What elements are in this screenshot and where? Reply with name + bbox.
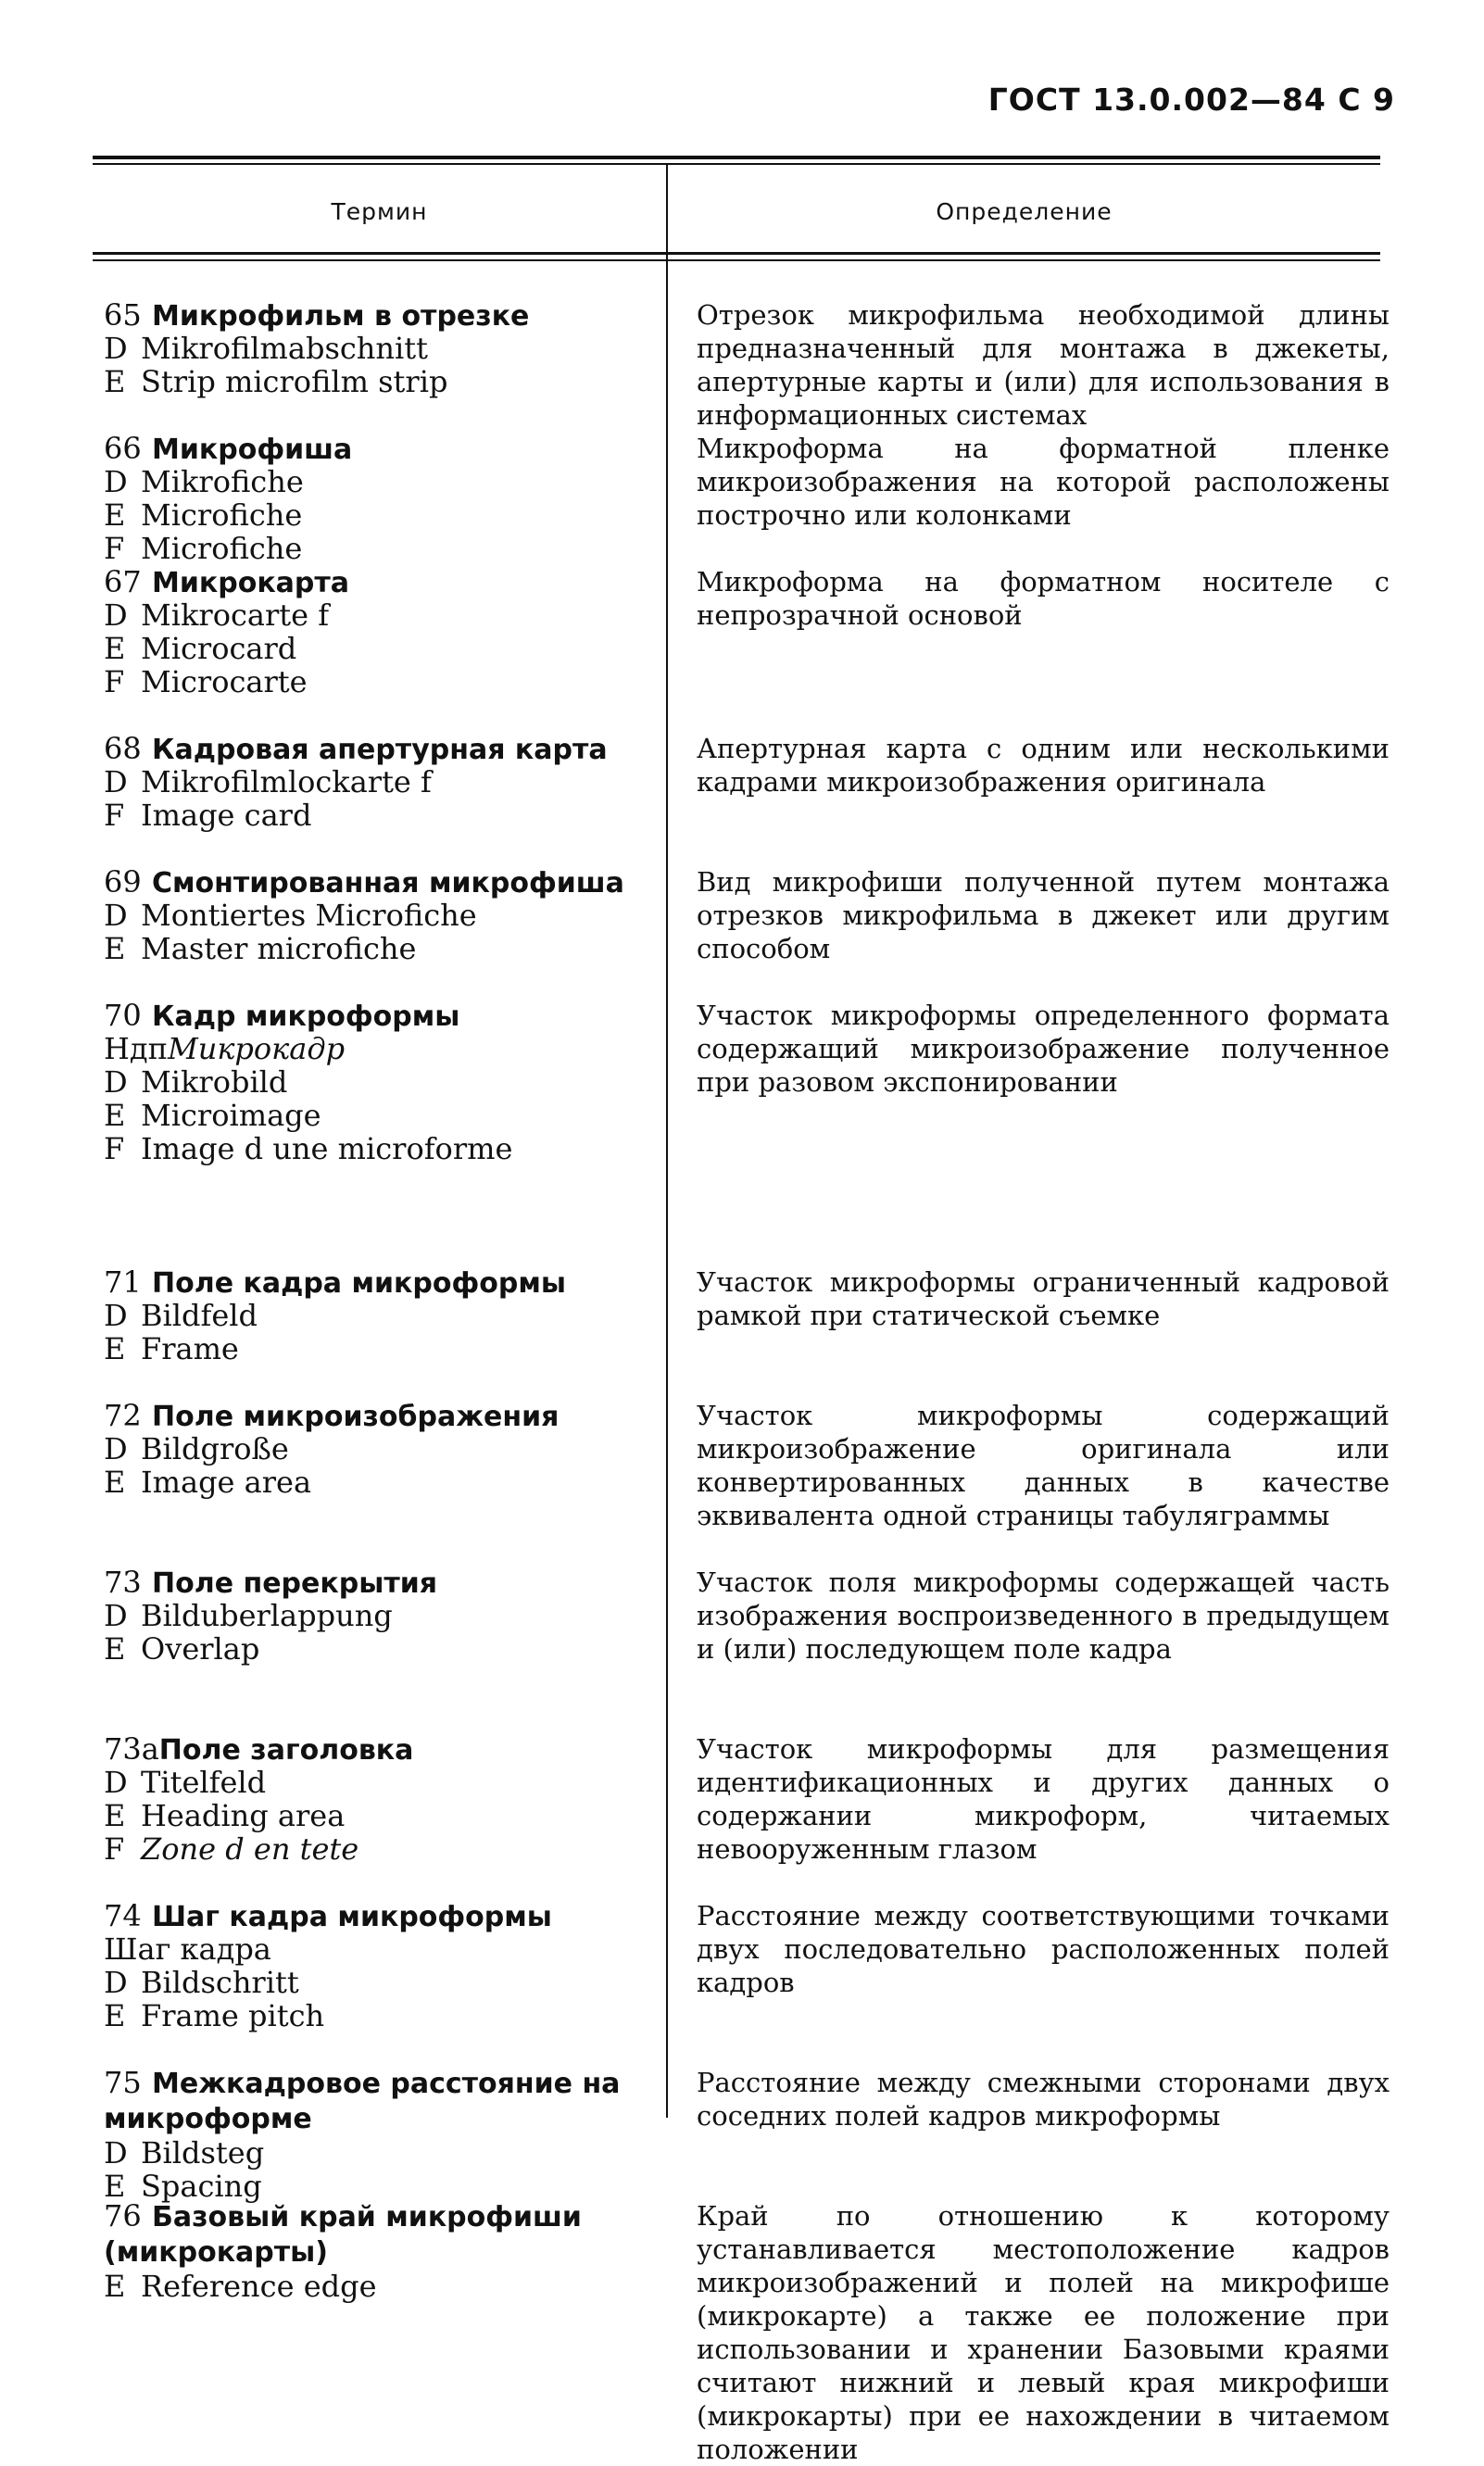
- term-heading: [104, 2199, 660, 2270]
- foreign-term: Microfiche: [141, 497, 303, 533]
- definition-text: Участок микроформы определенного формата содержащий микроизображение полученное при разовом экспонировании: [697, 1000, 1390, 1098]
- foreign-term: Mikrofiche: [141, 464, 304, 499]
- term-number: 75: [104, 2065, 142, 2100]
- term-heading: [104, 565, 660, 598]
- column-divider: [666, 163, 668, 2118]
- foreign-equivalent: [104, 632, 660, 665]
- language-code: F: [104, 531, 125, 566]
- language-code: E: [104, 1798, 126, 1833]
- foreign-equivalent: [104, 799, 660, 832]
- synonym-prefix: Ндп: [104, 1031, 168, 1066]
- foreign-term: Microcarte: [141, 664, 308, 699]
- foreign-equivalent: [104, 1799, 660, 1832]
- language-code: D: [104, 1064, 128, 1100]
- language-code: E: [104, 364, 126, 399]
- term-entry: [104, 1732, 660, 1866]
- language-code: F: [104, 664, 125, 699]
- term-number: 73: [104, 1565, 142, 1600]
- foreign-term: Strip microfilm strip: [141, 364, 448, 399]
- term-heading: [104, 432, 660, 465]
- foreign-equivalent: [104, 1766, 660, 1799]
- term-heading: [104, 2066, 660, 2136]
- term-title: Кадровая апертурная карта: [152, 734, 608, 766]
- term-number: 69: [104, 864, 142, 900]
- language-code: E: [104, 631, 126, 666]
- term-number: 76: [104, 2198, 142, 2233]
- foreign-term: Bildsteg: [141, 2135, 265, 2170]
- foreign-equivalent: [104, 2136, 660, 2170]
- foreign-term: Microcard: [141, 631, 297, 666]
- language-code: E: [104, 1098, 126, 1133]
- foreign-equivalent: [104, 1999, 660, 2032]
- foreign-equivalent: [104, 2270, 660, 2303]
- term-number: 65: [104, 297, 142, 333]
- definition-text: Расстояние между соответствующими точками двух последовательно расположенных полей кадров: [697, 1900, 1390, 1998]
- language-code: D: [104, 898, 128, 933]
- foreign-equivalent: [104, 1832, 660, 1866]
- term-heading: [104, 1399, 660, 1432]
- term-entry: [104, 999, 660, 1165]
- foreign-term: Bildfeld: [141, 1298, 258, 1333]
- foreign-term: Microfiche: [141, 531, 303, 566]
- foreign-term: Zone d en tete: [141, 1831, 359, 1867]
- top-rule: [93, 156, 1380, 159]
- foreign-equivalent: [104, 332, 660, 365]
- definition-text: Расстояние между смежными сторонами двух соседних полей кадров микроформы: [697, 2067, 1390, 2132]
- column-header-term: Термин: [331, 198, 428, 225]
- foreign-term: Mikrocarte f: [141, 598, 330, 633]
- foreign-term: Bilduberlappung: [141, 1598, 393, 1633]
- term-title: Микрофильм в отрезке: [152, 300, 530, 333]
- term-number: 73а: [104, 1731, 159, 1767]
- foreign-equivalent: [104, 1065, 660, 1099]
- term-heading: [104, 1732, 660, 1766]
- language-code: E: [104, 1631, 126, 1667]
- term-entry: [104, 1265, 660, 1365]
- term-heading: [104, 732, 660, 765]
- foreign-term: Mikrofilmabschnitt: [141, 331, 428, 366]
- term-title: Базовый край микрофиши (микрокарты): [104, 2201, 582, 2269]
- foreign-equivalent: [104, 1132, 660, 1165]
- term-heading: [104, 1899, 660, 1932]
- term-entry: [104, 1566, 660, 1666]
- term-entry: [104, 1899, 660, 2032]
- language-code: D: [104, 764, 128, 799]
- language-code: E: [104, 2269, 126, 2304]
- term-number: 74: [104, 1898, 142, 1933]
- foreign-term: Microimage: [141, 1098, 321, 1133]
- foreign-equivalent: [104, 1332, 660, 1365]
- foreign-term: Bildgroße: [141, 1431, 289, 1466]
- term-number: 68: [104, 731, 142, 766]
- foreign-equivalent: [104, 1466, 660, 1499]
- language-code: E: [104, 2169, 126, 2204]
- language-code: E: [104, 1465, 126, 1500]
- term-title: Микрофиша: [152, 434, 353, 466]
- foreign-term: Reference edge: [141, 2269, 377, 2304]
- term-entry: [104, 432, 660, 565]
- term-title: Поле заголовка: [158, 1734, 414, 1767]
- foreign-equivalent: [104, 1432, 660, 1466]
- language-code: D: [104, 464, 128, 499]
- definition-text: Участок поля микроформы содержащей часть изображения воспроизведенного в предыдущем и (или) последующем поле кадра: [697, 1566, 1390, 1665]
- header-rule-thin: [93, 259, 1380, 261]
- term-synonym: [104, 1932, 660, 1966]
- definition-text: Участок микроформы ограниченный кадровой рамкой при статической съемке: [697, 1266, 1390, 1331]
- term-title: Поле кадра микроформы: [152, 1267, 566, 1300]
- term-title: Смонтированная микрофиша: [152, 867, 624, 900]
- language-code: E: [104, 931, 126, 966]
- term-number: 71: [104, 1264, 142, 1300]
- definition-text: Апертурная карта с одним или несколькими кадрами микроизображения оригинала: [697, 733, 1390, 798]
- foreign-equivalent: [104, 598, 660, 632]
- header-rule: [93, 252, 1380, 255]
- language-code: F: [104, 798, 125, 833]
- term-title: Кадр микроформы: [152, 1000, 460, 1033]
- foreign-term: Image d une microforme: [141, 1131, 513, 1166]
- definition-text: Микроформа на форматном носителе с непрозрачной основой: [697, 566, 1390, 631]
- term-number: 72: [104, 1398, 142, 1433]
- foreign-equivalent: [104, 1632, 660, 1666]
- synonym-text: Шаг кадра: [104, 1931, 271, 1967]
- foreign-equivalent: [104, 1299, 660, 1332]
- term-entry: [104, 565, 660, 698]
- term-title: Межкадровое расстояние на микроформе: [104, 2068, 621, 2135]
- column-header-definition: Определение: [936, 198, 1113, 225]
- language-code: D: [104, 331, 128, 366]
- foreign-term: Image card: [141, 798, 312, 833]
- foreign-equivalent: [104, 1966, 660, 1999]
- term-synonym: [104, 1032, 660, 1065]
- language-code: D: [104, 1431, 128, 1466]
- language-code: D: [104, 1598, 128, 1633]
- foreign-equivalent: [104, 465, 660, 498]
- foreign-equivalent: [104, 899, 660, 932]
- foreign-term: Image area: [141, 1465, 312, 1500]
- foreign-equivalent: [104, 765, 660, 799]
- term-title: Микрокарта: [152, 567, 350, 599]
- foreign-term: Spacing: [141, 2169, 262, 2204]
- foreign-equivalent: [104, 532, 660, 565]
- term-heading: [104, 865, 660, 899]
- language-code: E: [104, 1998, 126, 2033]
- term-entry: [104, 865, 660, 965]
- term-entry: [104, 298, 660, 398]
- definition-text: Отрезок микрофильма необходимой длины предназначенный для монтажа в джекеты, апертурные карты и (или) для использования в информационных системах: [697, 299, 1390, 431]
- term-heading: [104, 999, 660, 1032]
- language-code: D: [104, 2135, 128, 2170]
- page-header-code: ГОСТ 13.0.002—84 С 9: [987, 82, 1395, 118]
- foreign-term: Mikrofilmlockarte f: [141, 764, 432, 799]
- definition-text: Край по отношению к которому устанавливается местоположение кадров микроизображений и полей на микрофише (микрокарте) а также ее положение при использовании и хранении Базовыми краями считают нижний и левый края микрофиши (микрокарты) при ее нахождении в читаемом положении: [697, 2200, 1390, 2465]
- foreign-equivalent: [104, 665, 660, 698]
- language-code: E: [104, 1331, 126, 1366]
- foreign-term: Frame pitch: [141, 1998, 325, 2033]
- foreign-term: Frame: [141, 1331, 239, 1366]
- foreign-term: Mikrobild: [141, 1064, 288, 1100]
- term-heading: [104, 298, 660, 332]
- language-code: E: [104, 497, 126, 533]
- term-number: 67: [104, 564, 142, 599]
- synonym-text: Микрокадр: [167, 1031, 346, 1066]
- term-heading: [104, 1265, 660, 1299]
- foreign-equivalent: [104, 932, 660, 965]
- foreign-term: Master microfiche: [141, 931, 417, 966]
- term-number: 70: [104, 998, 142, 1033]
- definition-text: Вид микрофиши полученной путем монтажа отрезков микрофильма в джекет или другим способом: [697, 866, 1390, 964]
- definition-text: Участок микроформы для размещения идентификационных и других данных о содержании микроформ, читаемых невооруженным глазом: [697, 1733, 1390, 1865]
- language-code: F: [104, 1131, 125, 1166]
- foreign-term: Montiertes Microfiche: [141, 898, 477, 933]
- language-code: D: [104, 1765, 128, 1800]
- foreign-equivalent: [104, 1599, 660, 1632]
- foreign-term: Heading area: [141, 1798, 346, 1833]
- foreign-term: Bildschritt: [141, 1965, 299, 2000]
- term-entry: [104, 732, 660, 832]
- term-heading: [104, 1566, 660, 1599]
- term-entry: [104, 2066, 660, 2203]
- term-entry: [104, 1399, 660, 1499]
- foreign-term: Overlap: [141, 1631, 260, 1667]
- term-title: Поле перекрытия: [152, 1567, 438, 1600]
- top-rule-thin: [93, 163, 1380, 165]
- foreign-term: Titelfeld: [141, 1765, 267, 1800]
- foreign-equivalent: [104, 365, 660, 398]
- language-code: F: [104, 1831, 125, 1867]
- language-code: D: [104, 1965, 128, 2000]
- term-entry: [104, 2199, 660, 2303]
- foreign-equivalent: [104, 2170, 660, 2203]
- term-title: Поле микроизображения: [152, 1401, 560, 1433]
- definition-text: Участок микроформы содержащий микроизображение оригинала или конвертированных данных в качестве эквивалента одной страницы табуляграммы: [697, 1400, 1390, 1531]
- term-title: Шаг кадра микроформы: [152, 1901, 552, 1933]
- definition-text: Микроформа на форматной пленке микроизображения на которой расположены построчно или колонками: [697, 433, 1390, 531]
- foreign-equivalent: [104, 1099, 660, 1132]
- language-code: D: [104, 598, 128, 633]
- term-number: 66: [104, 431, 142, 466]
- language-code: D: [104, 1298, 128, 1333]
- foreign-equivalent: [104, 498, 660, 532]
